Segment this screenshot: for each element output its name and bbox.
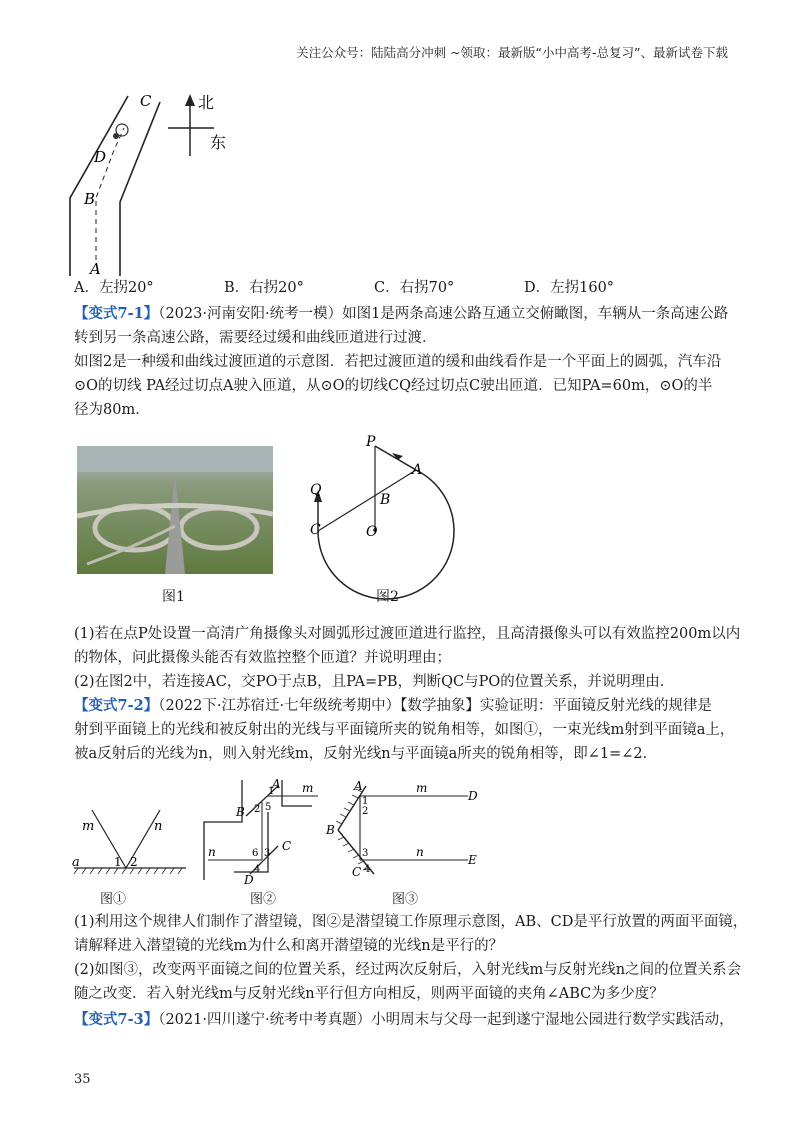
page-header: 关注公众号：陆陆高分冲刺 ~领取：最新版“小中高考-总复习”、最新试卷下载 — [296, 45, 728, 60]
north-label: 北 — [198, 93, 215, 112]
circle-diagram — [300, 432, 460, 612]
fig-b-c: C — [282, 839, 292, 853]
circle-label-c: C — [310, 522, 321, 538]
circle-label-p: P — [366, 434, 376, 450]
variant-7-1-line4: ⊙O的切线 PA经过切点A驶入匝道，从⊙O的切线CQ经过切点C驶出匝道．已知PA=60m，⊙O的半 — [74, 378, 713, 394]
fig-a-m: m — [82, 819, 95, 834]
fig-a-1: 1 — [114, 855, 122, 869]
option-b: B．右拐20° — [224, 280, 304, 296]
fig-b-d: D — [244, 873, 254, 886]
fig-c-b: B — [326, 823, 335, 837]
option-c: C．右拐70° — [374, 280, 455, 296]
fig-b-b: B — [236, 805, 245, 819]
circle-label-a: A — [412, 462, 423, 478]
fig-b-2: 2 — [254, 804, 261, 815]
variant-7-1-q1: (1)若在点P处设置一高清广角摄像头对圆弧形过渡匝道进行监控，且高清摄像头可以有效监控200m以内 — [74, 626, 741, 642]
fig1-caption: 图1 — [162, 589, 185, 605]
fig-c-c: C — [352, 865, 362, 879]
fig-c-a: A — [354, 779, 363, 793]
variant-7-1-q2: (2)在图2中，若连接AC，交PO于点B，且PA=PB，判断QC与PO的位置关系，并说明理由． — [74, 674, 675, 690]
fig-b-3: 3 — [264, 848, 271, 859]
variant-7-2-q2: (2)如图③，改变两平面镜之间的位置关系，经过两次反射后，入射光线m与反射光线n之间的位置关系会 — [74, 962, 742, 978]
variant-7-1-line5: 径为80m． — [74, 402, 150, 418]
fig-a-a: a — [72, 855, 80, 870]
fig-c-1: 1 — [362, 796, 369, 807]
variant-7-2-q2b: 随之改变．若入射光线m与反射光线n平行但方向相反，则两平面镜的夹角∠ABC为多少度？ — [74, 986, 664, 1002]
fig-b-m: m — [302, 781, 314, 795]
variant-7-2-tag: 【变式7-2】 — [74, 697, 159, 714]
fig-b-a: A — [272, 777, 281, 791]
fig-b-6: 6 — [252, 848, 259, 859]
variant-7-1-source: （2023·河南安阳·统考一模）如图1是两条高速公路互通立交俯瞰图，车辆从一条高速公路 — [158, 306, 729, 322]
fig-b-caption: 图② — [250, 892, 277, 907]
variant-7-1-q1b: 的物体，问此摄像头能否有效监控整个匝道？并说明理由； — [74, 650, 451, 666]
mirror-figure-1 — [70, 806, 190, 886]
variant-7-3-tag: 【变式7-3】 — [74, 1011, 159, 1028]
road-figure — [64, 90, 254, 276]
variant-7-1-line2: 转到另一条高速公路，需要经过缓和曲线匝道进行过渡． — [74, 330, 437, 346]
fig-c-caption: 图③ — [392, 892, 419, 907]
road-label-a: A — [90, 260, 101, 276]
variant-7-2-q1: (1)利用这个规律人们制作了潜望镜，图②是潜望镜工作原理示意图，AB、CD是平行放置的两面平面镜， — [74, 914, 748, 930]
road-label-b: B — [84, 190, 96, 208]
option-d: D．左拐160° — [524, 280, 615, 296]
fig-c-n: n — [416, 845, 424, 859]
variant-7-2-line2: 射到平面镜上的光线和被反射出的光线与平面镜所夹的锐角相等，如图①，一束光线m射到平面镜a上， — [74, 722, 735, 738]
fig-c-3: 3 — [362, 848, 369, 859]
east-label: 东 — [210, 133, 227, 152]
fig-a-n: n — [154, 819, 163, 834]
fig-c-d: D — [468, 789, 478, 803]
fig-b-4: 4 — [254, 864, 261, 875]
mirror-figure-3 — [318, 778, 488, 888]
fig-c-e: E — [468, 853, 477, 867]
fig-c-2: 2 — [362, 806, 369, 817]
fig-a-caption: 图① — [100, 892, 127, 907]
variant-7-2-source: （2022下·江苏宿迁·七年级统考期中）【数学抽象】实验证明：平面镜反射光线的规律是 — [158, 698, 712, 714]
interchange-photo — [77, 446, 273, 574]
fig-b-n: n — [208, 845, 216, 859]
fig-c-4: 4 — [364, 864, 371, 875]
answer-options — [74, 278, 674, 298]
option-a: A．左拐20° — [74, 280, 154, 296]
road-label-d: D — [94, 148, 107, 166]
variant-7-2-q1b: 请解释进入潜望镜的光线m为什么和离开潜望镜的光线n是平行的？ — [74, 938, 504, 954]
fig2-caption: 图2 — [376, 589, 399, 605]
variant-7-1-tag: 【变式7-1】 — [74, 305, 159, 322]
variant-7-2-line3: 被a反射后的光线为n，则入射光线m，反射光线n与平面镜a所夹的锐角相等，即∠1=∠2． — [74, 746, 658, 762]
variant-7-1-line3: 如图2是一种缓和曲线过渡匝道的示意图．若把过渡匝道的缓和曲线看作是一个平面上的圆弧，汽车沿 — [74, 354, 722, 370]
fig-c-m: m — [416, 781, 428, 795]
circle-label-o: O — [366, 524, 378, 540]
fig-b-5: 5 — [265, 802, 272, 813]
fig-b-1: 1 — [268, 786, 275, 797]
page-number: 35 — [74, 1072, 91, 1087]
circle-label-b: B — [380, 492, 391, 508]
fig-a-2: 2 — [130, 855, 138, 869]
road-label-c: C — [140, 92, 152, 110]
periscope-figure — [198, 776, 328, 886]
variant-7-3-source: （2021·四川遂宁·统考中考真题）小明周末与父母一起到遂宁湿地公园进行数学实践活动， — [158, 1012, 734, 1028]
circle-label-q: Q — [310, 482, 322, 498]
